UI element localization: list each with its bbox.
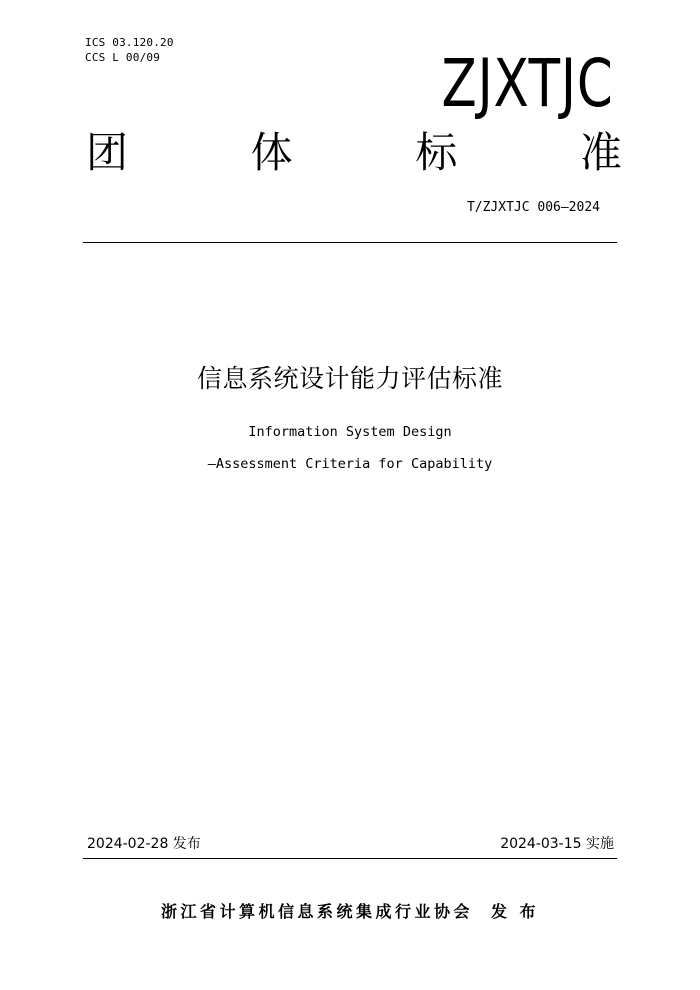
- standard-type-char: 团: [86, 128, 129, 177]
- document-title-en-line2: —Assessment Criteria for Capability: [207, 456, 493, 472]
- document-title-cn: 信息系统设计能力评估标准: [196, 364, 503, 393]
- document-title-en-line1: Information System Design: [248, 424, 452, 440]
- standard-type-char: 准: [579, 128, 622, 177]
- ics-code: ICS 03.120.20: [85, 36, 174, 49]
- issuer-action: 发 布: [490, 902, 540, 921]
- standard-number: T/ZJXTJC 006—2024: [466, 200, 600, 215]
- standard-type-char: 体: [250, 128, 293, 177]
- publish-date: 2024-02-28 发布: [87, 836, 201, 852]
- implement-date: 2024-03-15 实施: [500, 836, 614, 852]
- ccs-code: CCS L 00/09: [85, 51, 161, 64]
- issuer-name: 浙江省计算机信息系统集成行业协会: [160, 902, 473, 921]
- footer-divider: [83, 858, 617, 859]
- header-divider: [83, 242, 617, 243]
- issuer-line: [0, 900, 700, 924]
- standard-type-heading: [86, 128, 622, 178]
- standard-type-char: 标: [415, 128, 458, 177]
- brand-logo-text: ZJXTJC: [441, 45, 614, 122]
